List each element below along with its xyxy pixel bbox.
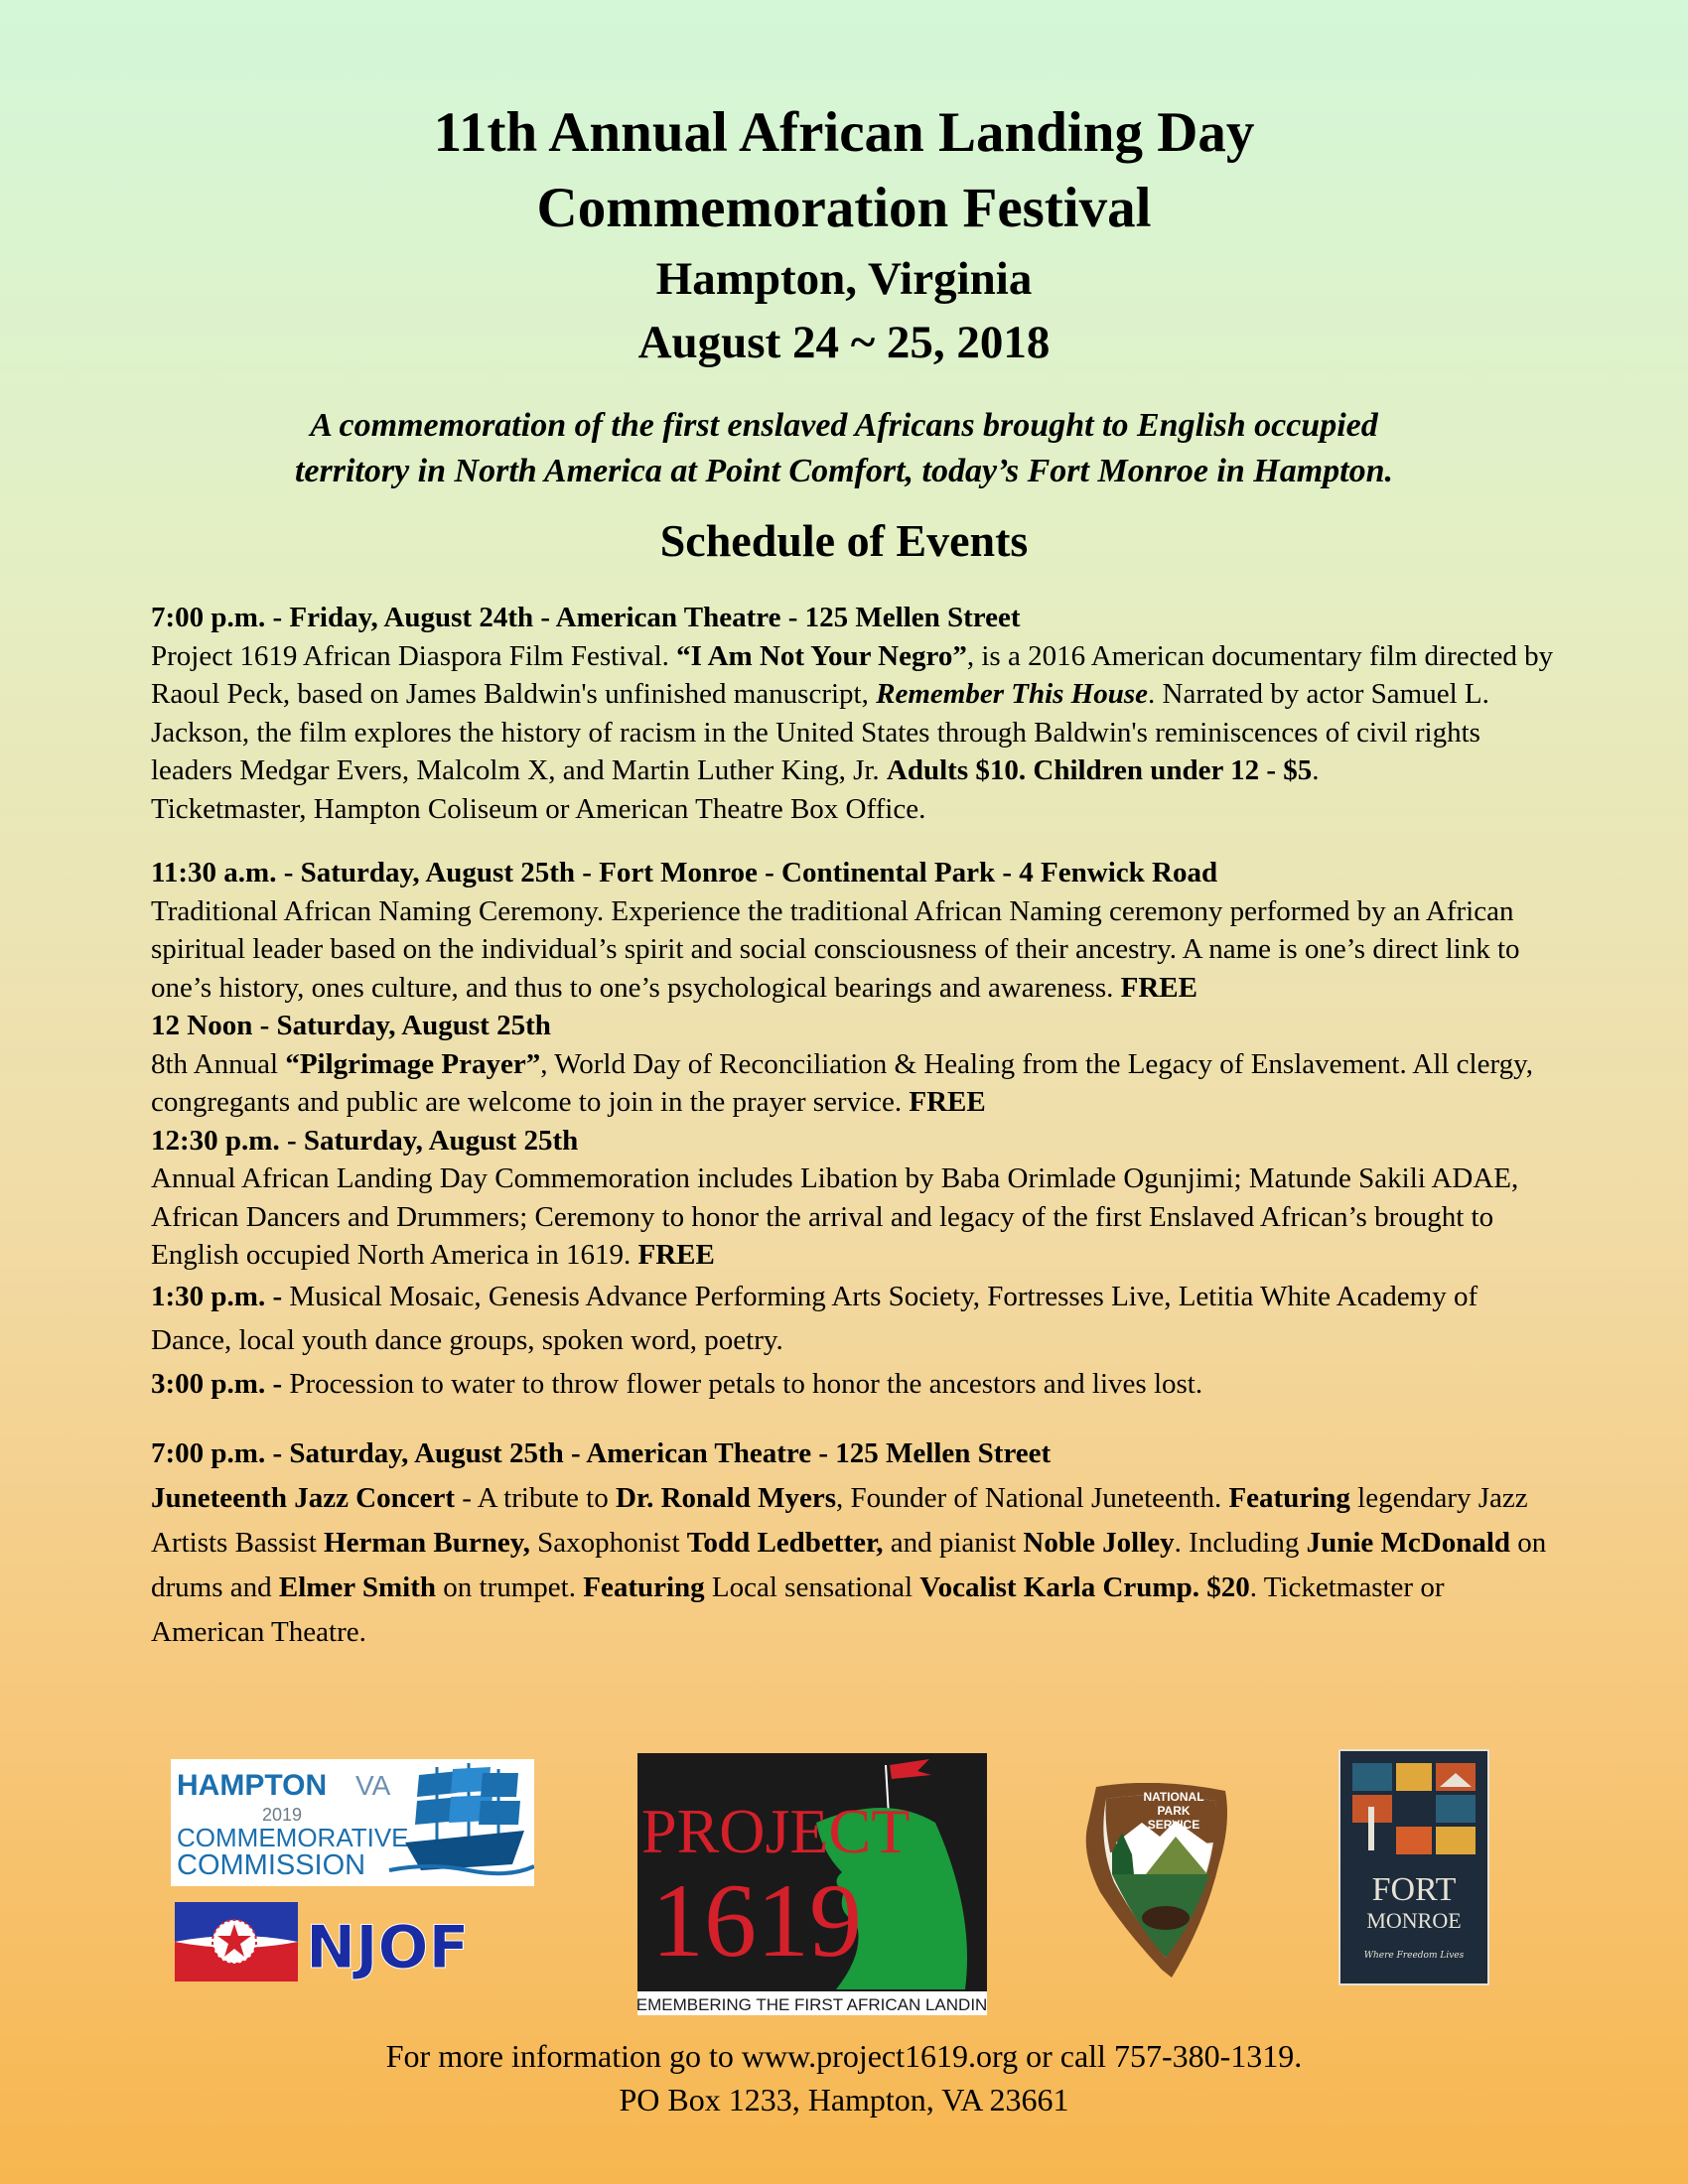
project-1619-logo[interactable] [637,1753,987,2015]
event-landing-day-commemoration [151,1122,1561,1275]
event-naming-ceremony [151,854,1561,1007]
project-tagline: REMEMBERING THE FIRST AFRICAN LANDING [637,1995,987,2014]
subtitle [149,403,1539,494]
hampton-commission-logo[interactable] [171,1759,534,1886]
event-musical-mosaic [151,1275,1561,1362]
event-description: Project 1619 African Diaspora Film Festival. “I Am Not Your Negro”, is a 2016 American documentary film directed by Raoul Peck, based on James Baldwin's unfinished manuscript, Remember This House. Narrated by actor Samuel L. Jackson, the film explores the history of racism in the United States through Baldwin's reminiscences of civil rights leaders Medgar Evers, Malcolm X, and Martin Luther King, Jr. Adults $10. Children under 12 - $5. [151,639,1554,786]
fort-monroe-logo[interactable] [1338,1749,1489,1985]
footer-address-line: PO Box 1233, Hampton, VA 23661 [619,2082,1069,2117]
nps-text-service: SERVICE [1147,1818,1200,1832]
commission-text: COMMISSION [177,1849,366,1881]
event-heading: 7:00 p.m. - Friday, August 24th - American Theatre - 125 Mellen Street [151,602,1021,633]
project-word: PROJECT [641,1796,911,1866]
footer [0,2034,1688,2121]
project-number: 1619 [651,1862,862,1979]
juneteenth-flag-icon [175,1902,298,1981]
nps-arrowhead-icon [1076,1783,1233,1981]
event-jazz-concert [151,1432,1561,1655]
njof-text: NJOF [306,1913,470,1981]
title-line-2: Commemoration Festival [536,177,1152,239]
project-1619-graphic [637,1753,987,2015]
footer-info-line: For more information go to www.project1619.org or call 757-380-1319. [385,2038,1303,2074]
event-description: Juneteenth Jazz Concert - A tribute to Dr. Ronald Myers, Founder of National Juneteenth. Featuring legendary Jazz Artists Bassist Herman Burney, Saxophonist Todd Ledbetter, and pianist Noble Jolley. Including Junie McDonald on drums and Elmer Smith on trumpet. Featuring Local sensational Vocalist Karla Crump. $20. Ticketmaster or American Theatre. [151,1481,1547,1648]
ship-icon [389,1763,534,1873]
event-pilgrimage-prayer [151,1007,1561,1122]
nps-logo[interactable] [1076,1783,1233,1981]
nps-text-national: NATIONAL [1143,1790,1204,1804]
hampton-va-text: VA [355,1770,391,1801]
event-heading: 11:30 a.m. - Saturday, August 25th - Fort Monroe - Continental Park - 4 Fenwick Road [151,857,1218,888]
event-procession [151,1362,1561,1406]
location: Hampton, Virginia [655,253,1033,305]
njof-logo-graphic [175,1902,517,1981]
commemorative-text: COMMEMORATIVE [177,1823,409,1852]
event-description: 8th Annual “Pilgrimage Prayer”, World Day of Reconciliation & Healing from the Legacy of Enslavement. All clergy, congregants and public are welcome to join in the prayer service. FREE [151,1047,1533,1118]
fort-monroe-tiles-icon [1352,1763,1476,1854]
schedule-heading: Schedule of Events [659,515,1029,566]
njof-logo[interactable] [175,1902,517,1981]
fort-monroe-graphic [1340,1751,1487,1983]
subtitle-line-2: territory in North America at Point Comfort, today’s Fort Monroe in Hampton. [294,453,1394,489]
event-dates: August 24 ~ 25, 2018 [637,317,1051,368]
event-film-festival [151,599,1561,828]
hampton-year-text: 2019 [262,1805,303,1825]
events-list [151,599,1561,1655]
fort-text: FORT [1371,1871,1457,1908]
flag-icon [890,1759,931,1779]
fort-monroe-tagline: Where Freedom Lives [1363,1951,1465,1961]
event-heading: 12:30 p.m. - Saturday, August 25th [151,1124,579,1157]
monroe-text: MONROE [1366,1908,1462,1933]
bison-icon [1142,1906,1190,1930]
hampton-logo-graphic [171,1759,534,1886]
nps-text-park: PARK [1157,1804,1191,1818]
event-description: 3:00 p.m. - Procession to water to throw flower petals to honor the ancestors and lives lost. [151,1367,1203,1400]
event-heading: 12 Noon - Saturday, August 25th [151,1010,551,1041]
title-line-1: 11th Annual African Landing Day [433,101,1255,164]
event-description: 1:30 p.m. - Musical Mosaic, Genesis Advance Performing Arts Society, Fortresses Live, Letitia White Academy of Dance, local youth dance groups, spoken word, poetry. [151,1280,1478,1356]
hampton-text: HAMPTON [177,1769,328,1802]
subtitle-line-1: A commemoration of the first enslaved Africans brought to English occupied [310,407,1378,444]
event-heading: 7:00 p.m. - Saturday, August 25th - American Theatre - 125 Mellen Street [151,1436,1052,1469]
event-description: Traditional African Naming Ceremony. Experience the traditional African Naming ceremony performed by an African spiritual leader based on the individual’s spirit and social consciousness of their ancestry. A name is one’s direct link to one’s history, ones culture, and thus to one’s psychological bearings and awareness. FREE [151,894,1520,1004]
event-tickets: Ticketmaster, Hampton Coliseum or American Theatre Box Office. [151,792,926,825]
event-description: Annual African Landing Day Commemoration includes Libation by Baba Orimlade Ogunjimi; Matunde Sakili ADAE, African Dancers and Drummers; Ceremony to honor the arrival and legacy of the first Enslaved African’s brought to English occupied North America in 1619. FREE [151,1162,1519,1271]
